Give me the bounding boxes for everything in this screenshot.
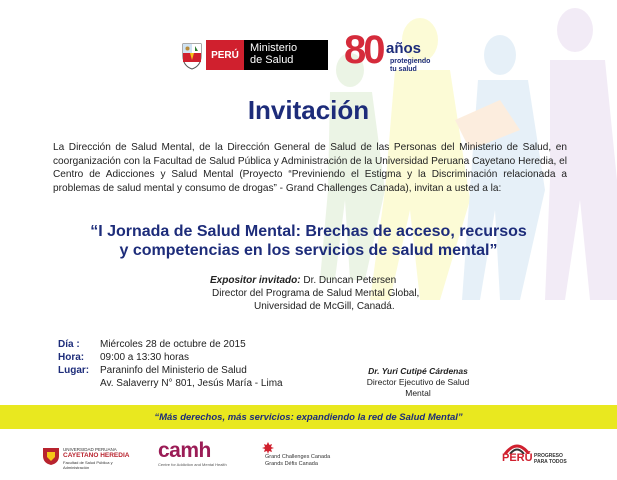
cayetano-logo: [42, 444, 132, 468]
intro-paragraph: La Dirección de Salud Mental, de la Dirección General de Salud de las Personas del Ministerio de Salud, en coorganización con la Facultad de Salud Pública y Administración de la Universidad Peruana Cayetano Heredia, el Centro de Adicciones y Salud Mental (Proyecto “Previniendo el Estigma y la Discriminación relacionada a problemas de salud mental y consumo de drogas” - Grand Challenges Canada), invitan a usted a la:: [53, 142, 567, 195]
place-value-1: Paraninfo del Ministerio de Salud: [100, 365, 247, 376]
signature-block: [353, 366, 483, 399]
anniversary-word: años: [386, 40, 422, 57]
time-value: 09:00 a 13:30 horas: [100, 352, 189, 363]
place-value-2: Av. Salaverry N° 801, Jesús María - Lima: [100, 378, 283, 389]
gcc-line-2: Grands Défis Canada: [265, 460, 318, 467]
speaker-name: Dr. Duncan Petersen: [303, 275, 397, 286]
event-title: [40, 222, 577, 260]
slogan-bar: [0, 405, 617, 429]
signature-name: Dr. Yuri Cutipé Cárdenas: [368, 366, 468, 376]
camh-logo: [158, 440, 238, 470]
coat-of-arms-icon: [180, 40, 204, 70]
detail-time: [58, 351, 283, 364]
page-title: Invitación: [247, 95, 370, 125]
maple-leaf-icon: [262, 442, 274, 454]
slogan-text: “Más derechos, más servicios: expandiendo la red de Salud Mental”: [154, 411, 463, 423]
peru-progreso-logo: [500, 442, 580, 470]
day-label: Día :: [58, 339, 80, 350]
speaker-institution: Universidad de McGill, Canadá.: [254, 301, 395, 312]
event-title-line-2: y competencias en los servicios de salud mental”: [119, 242, 498, 259]
gcc-line-1: Grand Challenges Canada: [265, 454, 331, 460]
ministry-line-2: de Salud: [250, 54, 294, 66]
signature-role: Director Ejecutivo de Salud Mental: [366, 377, 470, 398]
speaker-label: Expositor invitado:: [210, 275, 301, 286]
event-details: [58, 338, 283, 390]
anniversary-tagline: [390, 58, 430, 74]
peru-tagline: [534, 454, 567, 465]
event-title-line-1: “I Jornada de Salud Mental: Brechas de acceso, recursos: [90, 223, 527, 240]
anniversary-logo: [344, 28, 431, 76]
anniversary-number: 80: [344, 28, 383, 72]
ministry-logo: [206, 40, 328, 70]
gcc-text: [265, 454, 330, 467]
time-label: Hora:: [58, 352, 85, 363]
detail-place: [58, 364, 283, 377]
peru-tag-2: PARA TODOS: [534, 458, 567, 465]
cayetano-sub: Facultad de Salud Pública y Administración: [63, 460, 113, 470]
header: [0, 28, 617, 88]
ministry-line-1: Ministerio: [250, 42, 298, 54]
ministry-name: [244, 40, 328, 70]
cayetano-top: UNIVERSIDAD PERUANA: [63, 447, 117, 452]
detail-address: [58, 377, 283, 390]
peru-label: PERÚ: [206, 40, 244, 70]
detail-day: [58, 338, 283, 351]
peru-word: PERÚ: [502, 452, 533, 464]
cayetano-name: CAYETANO HEREDIA: [63, 452, 130, 459]
partner-logos: [0, 436, 617, 476]
university-crest-icon: [42, 446, 60, 466]
speaker-block: [210, 274, 510, 313]
anniversary-tag-1: protegiendo: [390, 58, 431, 65]
peru-tag-1: PROGRESO: [534, 453, 563, 459]
day-value: Miércoles 28 de octubre de 2015: [100, 339, 246, 350]
gcc-logo: [262, 442, 332, 470]
camh-sub: Centre for Addiction and Mental Health: [158, 462, 227, 467]
camh-wordmark: camh: [158, 439, 211, 462]
anniversary-tag-2: tu salud: [390, 66, 417, 73]
speaker-role: Director del Programa de Salud Mental Global,: [212, 288, 420, 299]
place-label: Lugar:: [58, 365, 90, 376]
speaker-line: [210, 274, 510, 287]
